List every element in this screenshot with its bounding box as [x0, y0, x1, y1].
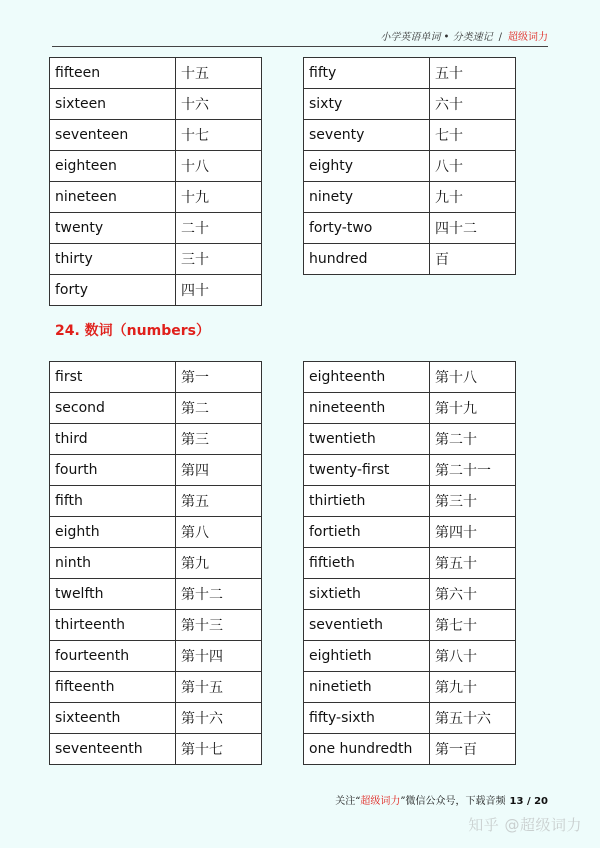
table-row — [304, 58, 516, 89]
chinese-meaning: 十九 — [176, 182, 262, 213]
chinese-meaning: 第三十 — [430, 486, 516, 517]
chinese-meaning: 第五十 — [430, 548, 516, 579]
english-word: sixteenth — [50, 703, 176, 734]
chinese-meaning: 第十七 — [176, 734, 262, 765]
english-word: fifty — [304, 58, 430, 89]
chinese-meaning: 第十九 — [430, 393, 516, 424]
table-row — [304, 455, 516, 486]
table-row — [50, 579, 262, 610]
english-word: twenty-first — [304, 455, 430, 486]
english-word: ninety — [304, 182, 430, 213]
chinese-meaning: 第十二 — [176, 579, 262, 610]
table-row — [304, 579, 516, 610]
chinese-meaning: 十七 — [176, 120, 262, 151]
english-word: forty-two — [304, 213, 430, 244]
table-row — [50, 182, 262, 213]
table-row — [50, 703, 262, 734]
table-row — [50, 213, 262, 244]
english-word: thirtieth — [304, 486, 430, 517]
table-row — [50, 362, 262, 393]
english-word: second — [50, 393, 176, 424]
table-row — [50, 275, 262, 306]
english-word: fortieth — [304, 517, 430, 548]
english-word: eighteenth — [304, 362, 430, 393]
english-word: sixty — [304, 89, 430, 120]
table-row — [50, 89, 262, 120]
table-row — [50, 244, 262, 275]
chinese-meaning: 第二十一 — [430, 455, 516, 486]
table-row — [50, 672, 262, 703]
chinese-meaning: 十五 — [176, 58, 262, 89]
chinese-meaning: 第二十 — [430, 424, 516, 455]
chinese-meaning: 第二 — [176, 393, 262, 424]
table-row — [304, 151, 516, 182]
chinese-meaning: 二十 — [176, 213, 262, 244]
ordinal-table-left — [49, 361, 262, 765]
chinese-meaning: 百 — [430, 244, 516, 275]
chinese-meaning: 第一 — [176, 362, 262, 393]
table-row — [50, 120, 262, 151]
english-word: sixtieth — [304, 579, 430, 610]
table-row — [304, 641, 516, 672]
chinese-meaning: 第一百 — [430, 734, 516, 765]
chinese-meaning: 第五十六 — [430, 703, 516, 734]
footer-prefix: 关注“ — [335, 796, 361, 807]
chinese-meaning: 第十三 — [176, 610, 262, 641]
ordinal-table-right — [303, 361, 516, 765]
english-word: twelfth — [50, 579, 176, 610]
table-row — [304, 424, 516, 455]
table-row — [304, 213, 516, 244]
chinese-meaning: 第十八 — [430, 362, 516, 393]
table-row — [50, 486, 262, 517]
table-row — [304, 182, 516, 213]
english-word: one hundredth — [304, 734, 430, 765]
english-word: fifteenth — [50, 672, 176, 703]
table-row — [50, 424, 262, 455]
chinese-meaning: 十六 — [176, 89, 262, 120]
english-word: seventeen — [50, 120, 176, 151]
table-row — [304, 486, 516, 517]
english-word: seventieth — [304, 610, 430, 641]
table-row — [304, 703, 516, 734]
table-row — [50, 58, 262, 89]
chinese-meaning: 第四 — [176, 455, 262, 486]
chinese-meaning: 八十 — [430, 151, 516, 182]
english-word: forty — [50, 275, 176, 306]
english-word: fourteenth — [50, 641, 176, 672]
english-word: seventy — [304, 120, 430, 151]
table-row — [304, 244, 516, 275]
table-row — [50, 548, 262, 579]
english-word: eighteen — [50, 151, 176, 182]
chinese-meaning: 九十 — [430, 182, 516, 213]
chinese-meaning: 第四十 — [430, 517, 516, 548]
english-word: ninetieth — [304, 672, 430, 703]
english-word: third — [50, 424, 176, 455]
english-word: eightieth — [304, 641, 430, 672]
chinese-meaning: 第十四 — [176, 641, 262, 672]
header-subtitle: 小学英语单词 • 分类速记 — [380, 32, 493, 43]
chinese-meaning: 第九 — [176, 548, 262, 579]
table-row — [50, 393, 262, 424]
english-word: twenty — [50, 213, 176, 244]
chinese-meaning: 第十六 — [176, 703, 262, 734]
chinese-meaning: 十八 — [176, 151, 262, 182]
chinese-meaning: 七十 — [430, 120, 516, 151]
table-row — [304, 362, 516, 393]
table-row — [304, 517, 516, 548]
chinese-meaning: 第三 — [176, 424, 262, 455]
chinese-meaning: 第八 — [176, 517, 262, 548]
footer-brand: 超级词力 — [360, 796, 401, 807]
table-row — [50, 641, 262, 672]
chinese-meaning: 五十 — [430, 58, 516, 89]
cardinal-table-right — [303, 57, 516, 275]
english-word: eighth — [50, 517, 176, 548]
page-number: 13 / 20 — [509, 796, 548, 807]
chinese-meaning: 第十五 — [176, 672, 262, 703]
chinese-meaning: 第五 — [176, 486, 262, 517]
page-footer — [0, 792, 548, 807]
table-row — [304, 89, 516, 120]
english-word: nineteen — [50, 182, 176, 213]
english-word: fiftieth — [304, 548, 430, 579]
table-row — [50, 151, 262, 182]
english-word: ninth — [50, 548, 176, 579]
chinese-meaning: 第六十 — [430, 579, 516, 610]
english-word: fifty-sixth — [304, 703, 430, 734]
chinese-meaning: 三十 — [176, 244, 262, 275]
chinese-meaning: 第九十 — [430, 672, 516, 703]
english-word: twentieth — [304, 424, 430, 455]
english-word: thirteenth — [50, 610, 176, 641]
chinese-meaning: 四十二 — [430, 213, 516, 244]
chinese-meaning: 四十 — [176, 275, 262, 306]
english-word: thirty — [50, 244, 176, 275]
english-word: fifth — [50, 486, 176, 517]
header-separator: / — [498, 32, 502, 43]
chinese-meaning: 第八十 — [430, 641, 516, 672]
cardinal-table-left — [49, 57, 262, 306]
english-word: seventeenth — [50, 734, 176, 765]
table-row — [304, 734, 516, 765]
watermark: 知乎 @超级词力 — [468, 816, 582, 834]
section-title: 24. 数词（numbers） — [55, 323, 210, 339]
page-header — [52, 30, 548, 47]
english-word: fifteen — [50, 58, 176, 89]
english-word: eighty — [304, 151, 430, 182]
english-word: nineteenth — [304, 393, 430, 424]
chinese-meaning: 六十 — [430, 89, 516, 120]
table-row — [304, 120, 516, 151]
table-row — [50, 610, 262, 641]
footer-suffix: ”微信公众号，下载音频 — [400, 796, 506, 807]
english-word: hundred — [304, 244, 430, 275]
table-row — [304, 672, 516, 703]
table-row — [50, 455, 262, 486]
chinese-meaning: 第七十 — [430, 610, 516, 641]
table-row — [304, 610, 516, 641]
table-row — [50, 517, 262, 548]
table-row — [304, 548, 516, 579]
header-brand: 超级词力 — [508, 32, 548, 43]
english-word: fourth — [50, 455, 176, 486]
english-word: first — [50, 362, 176, 393]
table-row — [304, 393, 516, 424]
table-row — [50, 734, 262, 765]
english-word: sixteen — [50, 89, 176, 120]
